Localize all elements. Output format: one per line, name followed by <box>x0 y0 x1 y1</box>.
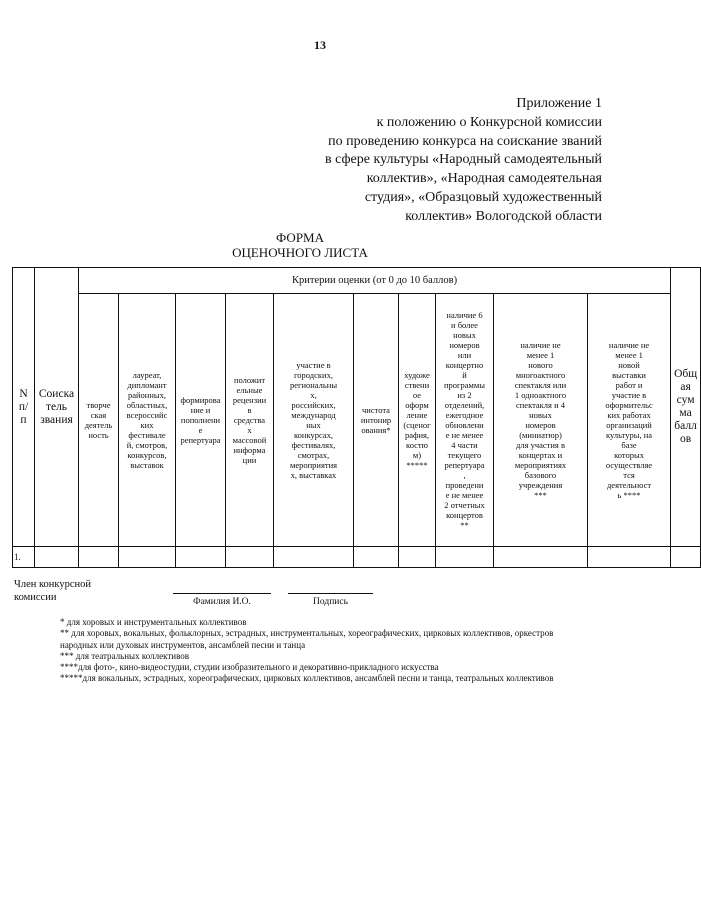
sign-caption: Подпись <box>313 597 348 607</box>
table-cell[interactable] <box>588 547 671 568</box>
page-number: 13 <box>314 38 326 52</box>
member-line2: комиссии <box>14 592 57 603</box>
appendix-line: к положению о Конкурсной комиссии <box>376 114 602 130</box>
evaluation-table <box>12 267 701 568</box>
footnote: * для хоровых и инструментальных коллективов <box>60 617 247 627</box>
footnote: *** для театральных коллективов <box>60 650 190 661</box>
appendix-line: студия», «Образцовый художественный <box>364 189 602 205</box>
table-cell[interactable] <box>226 547 274 568</box>
table-cell[interactable] <box>176 547 226 568</box>
appendix-line: коллектив», «Народная самодеятельная <box>366 171 602 187</box>
footnote: ** для хоровых, вокальных, фольклорных, эстрадных, инструментальных, хореографических, цирковых коллективов, оркестров народных или духовых инструментов, ансамблей песни и танца <box>60 628 554 650</box>
table-cell[interactable] <box>354 547 399 568</box>
header-total: Общ ая сум ма балл ов <box>671 268 701 547</box>
row-number: 1. <box>13 547 35 568</box>
form-title-line1: ФОРМА <box>276 230 324 245</box>
footnote: ****для фото-, кино-видеостудии, студии изобразительного и декоративно-прикладного искусства <box>60 662 439 673</box>
header-row-number: N п/ п <box>13 268 35 547</box>
table-cell[interactable] <box>79 547 119 568</box>
criterion-new-exhibition: наличие не менее 1 новой выставки работ и участие в оформительс ких работах организаций культуры, на базе которых осуществляе тся деятельност ь **** <box>588 294 671 547</box>
appendix-line: в сфере культуры «Народный самодеятельный <box>324 152 602 168</box>
criterion-participation: участие в городских, региональны х, российских, международ ных конкурсах, фестивалях, смотрах, мероприятия х, выставках <box>274 294 354 547</box>
criterion-new-numbers: наличие 6 и более новых номеров или концертно й программы из 2 отделений, ежегодное обновлени е не менее 4 части текущего репертуара , проведени е не менее 2 отчетных концертов ** <box>436 294 494 547</box>
footnotes <box>12 617 572 685</box>
table-cell[interactable] <box>35 547 79 568</box>
criterion-creative-activity: творче ская деятель ность <box>79 294 119 547</box>
criterion-new-performance: наличие не менее 1 нового многоактного спектакля или 1 одноактного спектакля и 4 новых номеров (миниатюр) для участия в концертах и мероприятиях базового учреждения *** <box>494 294 588 547</box>
header-criteria: Критерии оценки (от 0 до 10 баллов) <box>79 268 671 294</box>
criterion-reviews: положит ельные рецензии в средства х массовой информа ции <box>226 294 274 547</box>
criterion-repertoire: формирова ние и пополнени е репертуара <box>176 294 226 547</box>
footnote: *****для вокальных, эстрадных, хореографических, цирковых коллективов, ансамблей песни и танца, театральных коллективов <box>60 673 554 684</box>
sign-signature-line[interactable] <box>288 593 373 594</box>
table-cell[interactable] <box>436 547 494 568</box>
table-cell[interactable] <box>671 547 701 568</box>
table-cell[interactable] <box>494 547 588 568</box>
table-cell[interactable] <box>399 547 436 568</box>
name-caption: Фамилия И.О. <box>193 597 251 607</box>
criterion-intonation: чистота интонир ования* <box>354 294 399 547</box>
header-applicant: Соиска тель звания <box>35 268 79 547</box>
appendix-line: коллектив» Вологодской области <box>405 208 602 224</box>
appendix-line: Приложение 1 <box>516 96 602 111</box>
form-title-line2: ОЦЕНОЧНОГО ЛИСТА <box>232 245 368 260</box>
criterion-art-design: художе ствени ое оформ ление (сценог рафия, костю м) ***** <box>399 294 436 547</box>
name-signature-line[interactable] <box>173 593 271 594</box>
form-title <box>200 230 400 260</box>
table-cell[interactable] <box>274 547 354 568</box>
member-line1: Член конкурсной <box>14 579 92 590</box>
appendix-heading <box>242 95 602 227</box>
criterion-laureate: лауреат, дипломант районных, областных, всероссийс ких фестивале й, смотров, конкурсов, выставок <box>119 294 176 547</box>
commission-member-label <box>14 578 91 604</box>
appendix-line: по проведению конкурса на соискание званий <box>328 133 602 149</box>
table-cell[interactable] <box>119 547 176 568</box>
